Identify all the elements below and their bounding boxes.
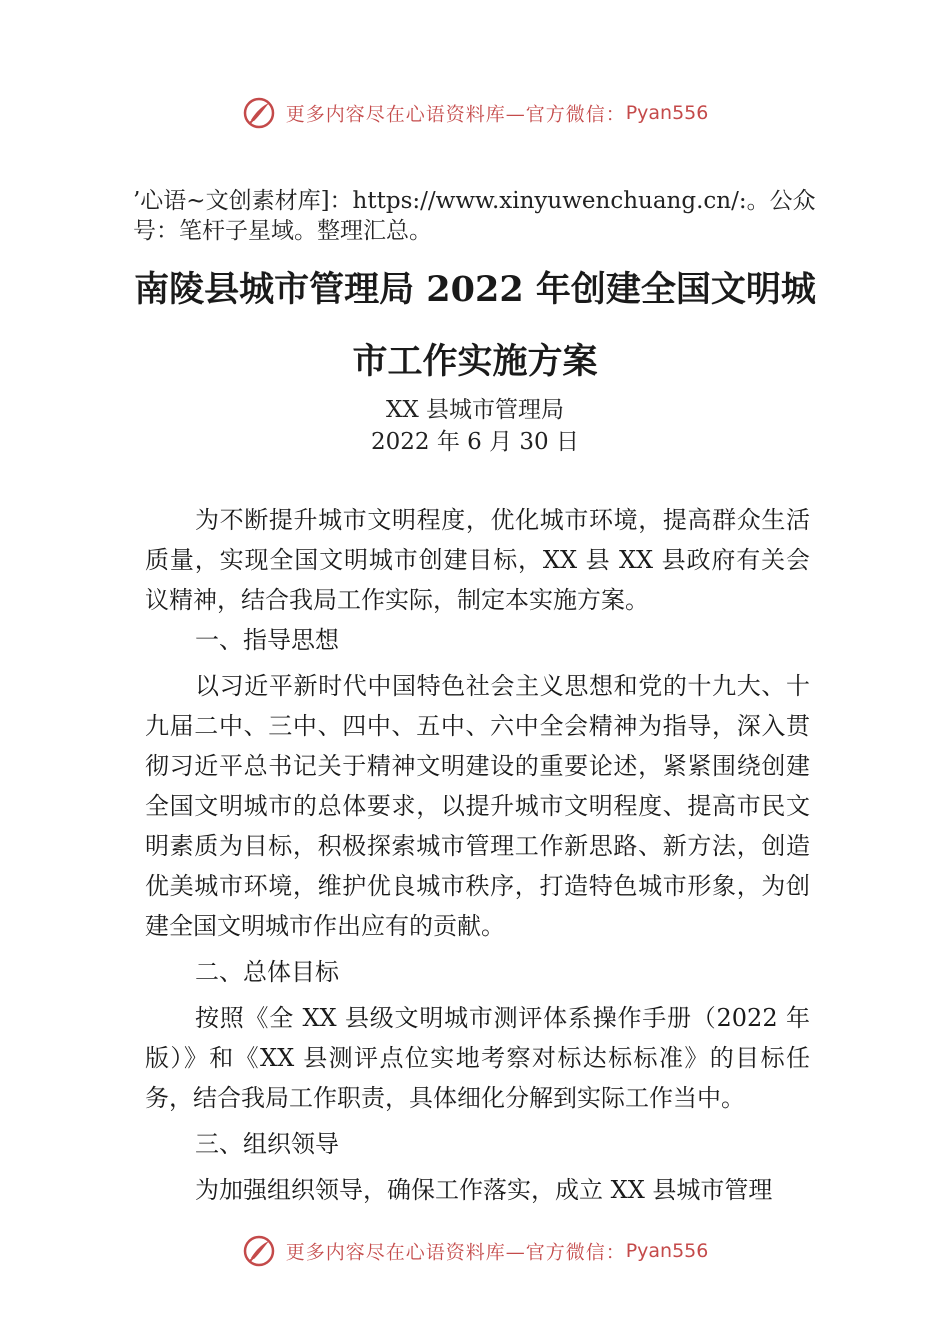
section-paragraph-overall-goals: 按照《全 XX 县级文明城市测评体系操作手册（2022 年版）》和《XX 县测评点位实地考察对标达标标准》的目标任务，结合我局工作职责，具体细化分解到实际工作当中。 [145, 1004, 810, 1112]
document-body [145, 500, 810, 1210]
section-paragraph-organizational-leadership: 为加强组织领导，确保工作落实，成立 XX 县城市管理 [195, 1176, 773, 1204]
document-title-line-1: 南陵县城市管理局 2022 年创建全国文明城 [134, 269, 816, 310]
watermark-text: 更多内容尽在心语资料库—官方微信： [285, 103, 626, 126]
header-watermark [0, 96, 950, 130]
footer-watermark [0, 1234, 950, 1268]
section-paragraph-guiding-ideology: 以习近平新时代中国特色社会主义思想和党的十九大、十九届二中、三中、四中、五中、六中全会精神为指导，深入贯彻习近平总书记关于精神文明建设的重要论述，紧紧围绕创建全国文明城市的总体要求，以提升城市文明程度、提高市民文明素质为目标，积极探索城市管理工作新思路、新方法，创造优美城市环境，维护优良城市秩序，打造特色城市形象，为创建全国文明城市作出应有的贡献。 [145, 672, 810, 940]
source-note: ’心语~文创素材库]：https://www.xinyuwenchuang.cn/:。公众号：笔杆子星域。整理汇总。 [133, 188, 816, 244]
quill-seal-icon [242, 1234, 276, 1268]
issue-date: 2022 年 6 月 30 日 [371, 429, 579, 455]
watermark-wechat-id: Pyan556 [625, 102, 709, 124]
intro-paragraph: 为不断提升城市文明程度，优化城市环境，提高群众生活质量，实现全国文明城市创建目标，XX 县 XX 县政府有关会议精神，结合我局工作实际，制定本实施方案。 [145, 506, 810, 614]
section-heading-overall-goals: 二、总体目标 [195, 958, 339, 986]
watermark-text: 更多内容尽在心语资料库—官方微信： [285, 1241, 626, 1264]
section-heading-organizational-leadership: 三、组织领导 [195, 1130, 339, 1158]
watermark-wechat-id: Pyan556 [625, 1240, 709, 1262]
issuing-organization: XX 县城市管理局 [385, 397, 565, 423]
document-title-line-2: 市工作实施方案 [352, 341, 598, 382]
section-heading-guiding-ideology: 一、指导思想 [195, 626, 339, 654]
quill-seal-icon [242, 96, 276, 130]
